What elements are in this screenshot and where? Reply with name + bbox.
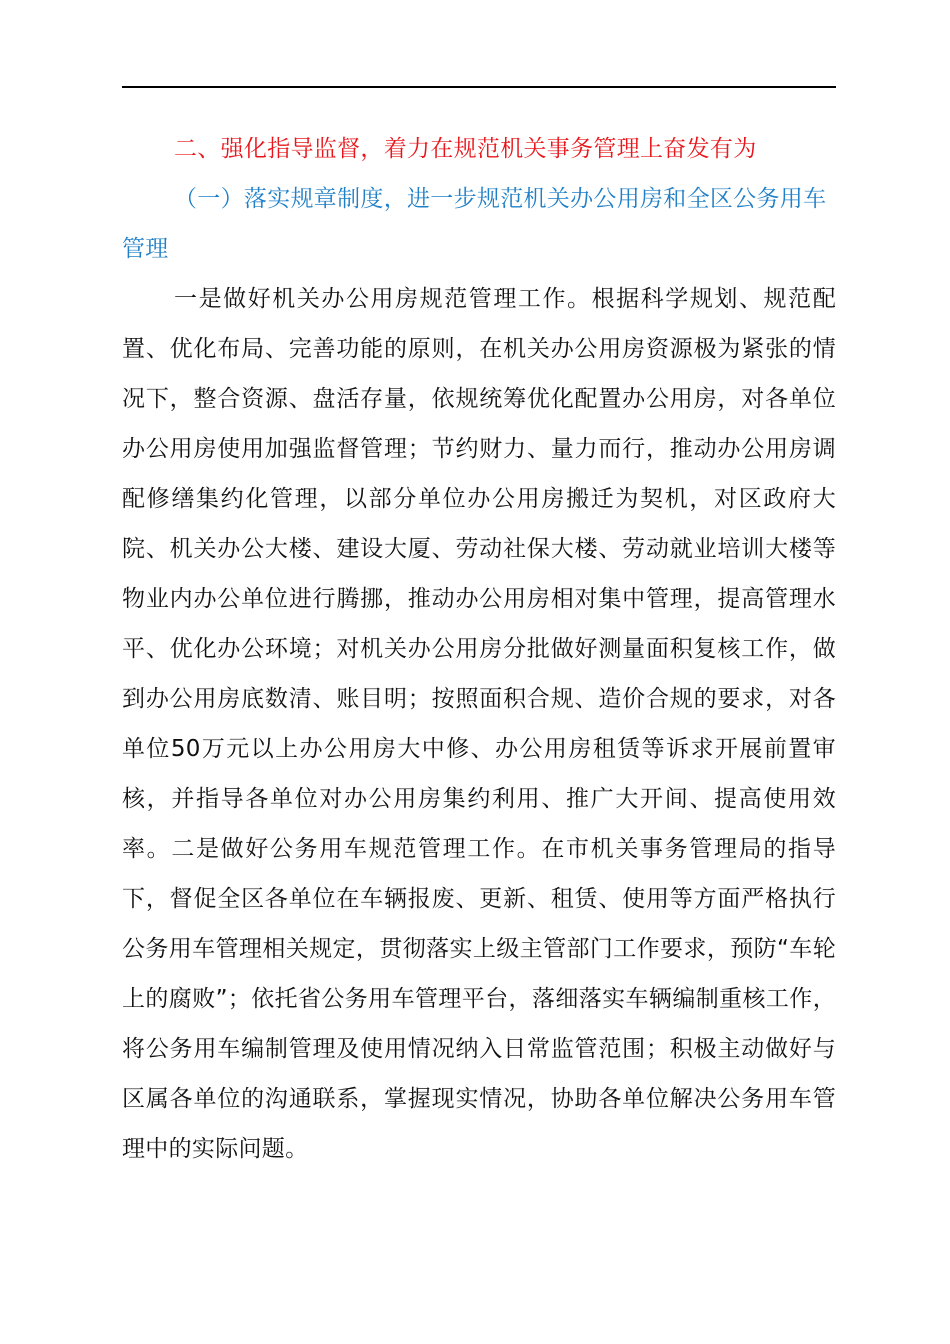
body-paragraph: 一是做好机关办公用房规范管理工作。根据科学规划、规范配置、优化布局、完善功能的原则，在机关办公用房资源极为紧张的情况下，整合资源、盘活存量，依规统筹优化配置办公用房，对各单位办公用房使用加强监督管理；节约财力、量力而行，推动办公用房调配修缮集约化管理，以部分单位办公用房搬迁为契机，对区政府大院、机关办公大楼、建设大厦、劳动社保大楼、劳动就业培训大楼等物业内办公单位进行腾挪，推动办公用房相对集中管理，提高管理水平、优化办公环境；对机关办公用房分批做好测量面积复核工作，做到办公用房底数清、账目明；按照面积合规、造价合规的要求，对各单位50万元以上办公用房大中修、办公用房租赁等诉求开展前置审核，并指导各单位对办公用房集约利用、推广大开间、提高使用效率。二是做好公务用车规范管理工作。在市机关事务管理局的指导下，督促全区各单位在车辆报废、更新、租赁、使用等方面严格执行公务用车管理相关规定，贯彻落实上级主管部门工作要求，预防“车轮上的腐败”；依托省公务用车管理平台，落细落实车辆编制重核工作，将公务用车编制管理及使用情况纳入日常监管范围；积极主动做好与区属各单位的沟通联系，掌握现实情况，协助各单位解决公务用车管理中的实际问题。 (122, 286, 836, 1162)
header-rule (122, 86, 836, 88)
section-heading: 二、强化指导监督，着力在规范机关事务管理上奋发有为 (174, 136, 757, 162)
subsection-heading: （一）落实规章制度，进一步规范机关办公用房和全区公务用车管理 (122, 186, 827, 262)
document-content (122, 124, 836, 1174)
